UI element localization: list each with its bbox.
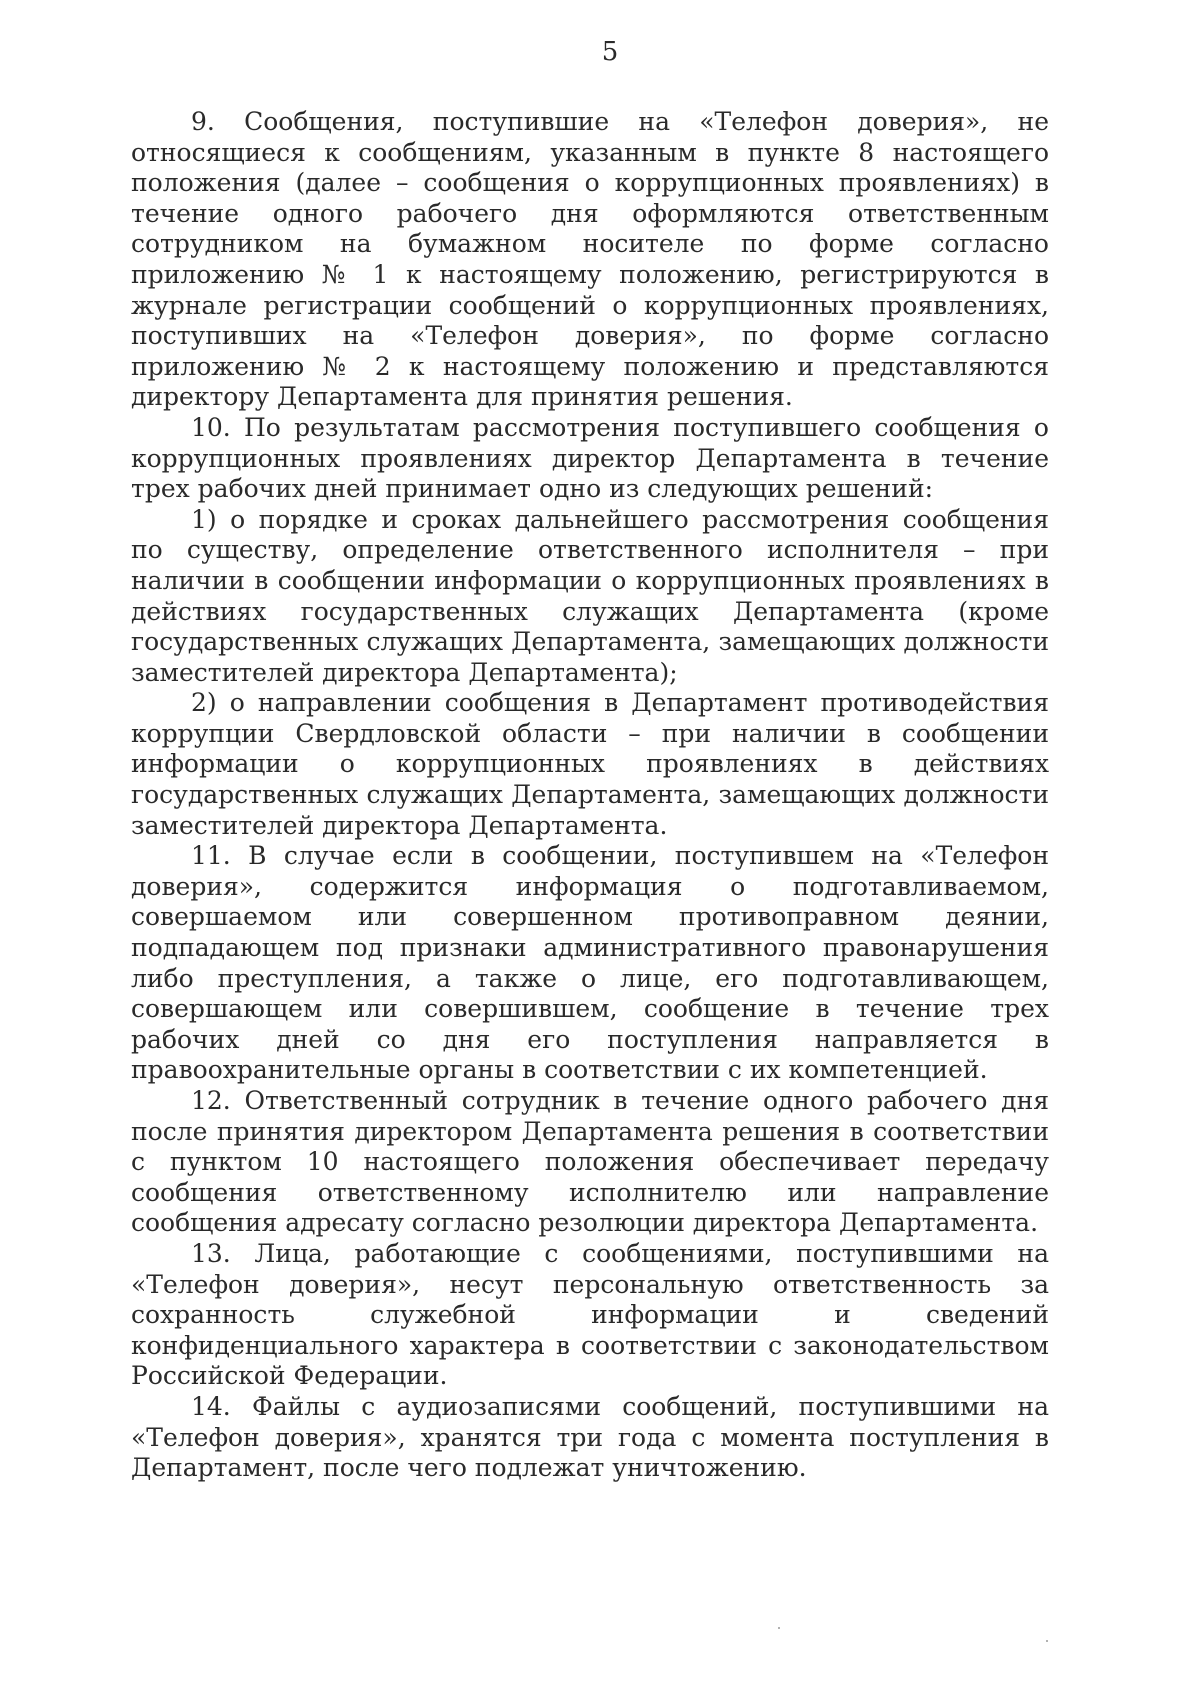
paragraph-11: 11. В случае если в сообщении, поступившем на «Телефон доверия», содержится информация о подготавливаемом, совершаемом или совершенном противоправном деянии, подпадающем под признаки административного правонарушения либо преступления, а также о лице, его подготавливающем, совершающем или совершившем, сообщение в течение трех рабочих дней со дня его поступления направляется в правоохранительные органы в соответствии с их компетенцией.: [131, 841, 1049, 1085]
document-body: [131, 107, 1049, 1484]
page-number: 5: [601, 37, 619, 67]
paragraph-13: 13. Лица, работающие с сообщениями, поступившими на «Телефон доверия», несут персональную ответственность за сохранность служебной информации и сведений конфиденциального характера в соответствии с законодательством Российской Федерации.: [131, 1238, 1049, 1391]
paragraph-14: 14. Файлы с аудиозаписями сообщений, поступившими на «Телефон доверия», хранятся три года с момента поступления в Департамент, после чего подлежат уничтожению.: [131, 1391, 1049, 1483]
paragraph-10-item-1: 1) о порядке и сроках дальнейшего рассмотрения сообщения по существу, определение ответственного исполнителя – при наличии в сообщении информации о коррупционных проявлениях в действиях государственных служащих Департамента (кроме государственных служащих Департамента, замещающих должности заместителей директора Департамента);: [131, 504, 1049, 687]
paragraph-12: 12. Ответственный сотрудник в течение одного рабочего дня после принятия директором Департамента решения в соответствии с пунктом 10 настоящего положения обеспечивает передачу сообщения ответственному исполнителю или направление сообщения адресату согласно резолюции директора Департамента.: [131, 1086, 1049, 1238]
paragraph-10-item-2: 2) о направлении сообщения в Департамент противодействия коррупции Свердловской области – при наличии в сообщении информации о коррупционных проявлениях в действиях государственных служащих Департамента, замещающих должности заместителей директора Департамента.: [131, 688, 1049, 840]
paragraph-9: 9. Сообщения, поступившие на «Телефон доверия», не относящиеся к сообщениям, указанным в пункте 8 настоящего положения (далее – сообщения о коррупционных проявлениях) в течение одного рабочего дня оформляются ответственным сотрудником на бумажном носителе по форме согласно приложению № 1 к настоящему положению, регистрируются в журнале регистрации сообщений о коррупционных проявлениях, поступивших на «Телефон доверия», по форме согласно приложению № 2 к настоящему положению и представляются директору Департамента для принятия решения.: [131, 107, 1049, 412]
scan-speck: [778, 1627, 780, 1629]
scan-speck: [1046, 1640, 1048, 1642]
paragraph-10: 10. По результатам рассмотрения поступившего сообщения о коррупционных проявлениях директор Департамента в течение трех рабочих дней принимает одно из следующих решений:: [131, 412, 1049, 504]
